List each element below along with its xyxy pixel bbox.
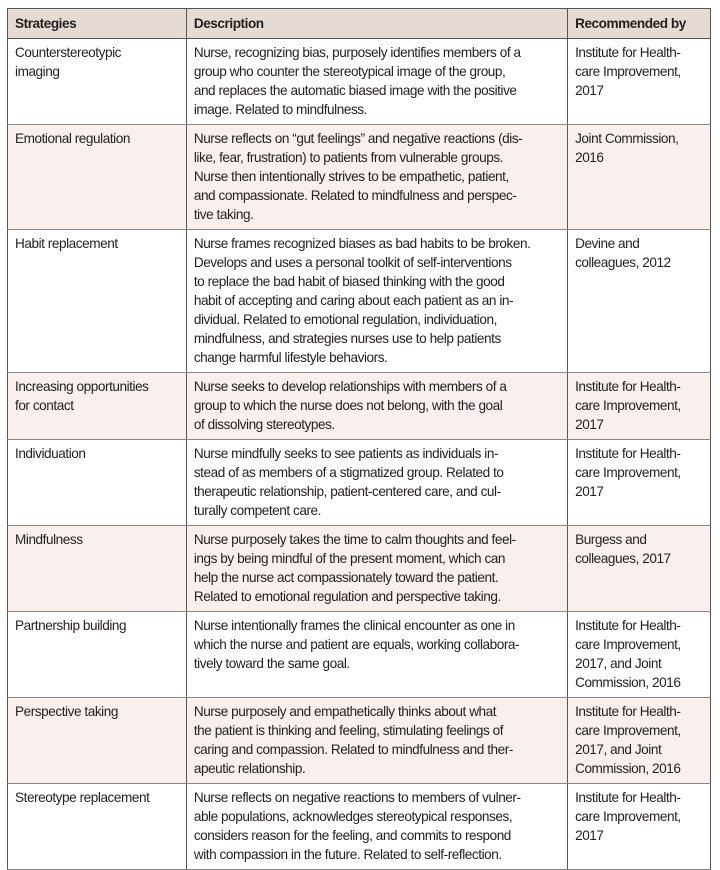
strategy-cell: Stereotype replacement bbox=[8, 784, 187, 870]
table-row bbox=[8, 373, 711, 440]
description-cell: Nurse mindfully seeks to see patients as individuals in- stead of as members of a stigmatized group. Related to therapeutic relationship, patient-centered care, and cul- turally competent care. bbox=[186, 440, 567, 526]
table-row bbox=[8, 784, 711, 870]
strategy-cell: Mindfulness bbox=[8, 526, 187, 612]
description-cell: Nurse purposely takes the time to calm thoughts and feel- ings by being mindful of the present moment, which can help the nurse act compassionately toward the patient. Related to emotional regulation and perspective taking. bbox=[186, 526, 567, 612]
description-cell: Nurse frames recognized biases as bad habits to be broken. Develops and uses a personal toolkit of self-interventions to replace the bad habit of biased thinking with the good habit of accepting and caring about each patient as an in- dividual. Related to emotional regulation, individuation, mindfulness, and strategies nurses use to help patients change harmful lifestyle behaviors. bbox=[186, 230, 567, 373]
recommended-by-cell: Institute for Health- care Improvement, 2017 bbox=[568, 373, 711, 440]
recommended-by-cell: Joint Commission, 2016 bbox=[568, 125, 711, 230]
description-cell: Nurse, recognizing bias, purposely identifies members of a group who counter the stereotypical image of the group, and replaces the automatic biased image with the positive image. Related to mindfulness. bbox=[186, 39, 567, 125]
strategy-cell: Emotional regulation bbox=[8, 125, 187, 230]
recommended-by-cell: Institute for Health- care Improvement, 2017 bbox=[568, 440, 711, 526]
strategy-cell: Counterstereotypic imaging bbox=[8, 39, 187, 125]
strategy-cell: Habit replacement bbox=[8, 230, 187, 373]
recommended-by-cell: Institute for Health- care Improvement, 2017, and Joint Commission, 2016 bbox=[568, 698, 711, 784]
strategies-table bbox=[7, 8, 711, 870]
header-recommended-by: Recommended by bbox=[568, 9, 711, 39]
header-row bbox=[8, 9, 711, 39]
recommended-by-cell: Institute for Health- care Improvement, 2017, and Joint Commission, 2016 bbox=[568, 612, 711, 698]
strategy-cell: Individuation bbox=[8, 440, 187, 526]
strategy-cell: Increasing opportunities for contact bbox=[8, 373, 187, 440]
table-row bbox=[8, 230, 711, 373]
description-cell: Nurse intentionally frames the clinical encounter as one in which the nurse and patient are equals, working collabora- tively toward the same goal. bbox=[186, 612, 567, 698]
table-row bbox=[8, 39, 711, 125]
recommended-by-cell: Burgess and colleagues, 2017 bbox=[568, 526, 711, 612]
description-cell: Nurse seeks to develop relationships with members of a group to which the nurse does not belong, with the goal of dissolving stereotypes. bbox=[186, 373, 567, 440]
recommended-by-cell: Institute for Health- care Improvement, 2017 bbox=[568, 39, 711, 125]
table-row bbox=[8, 612, 711, 698]
description-cell: Nurse reflects on negative reactions to members of vulner- able populations, acknowledges stereotypical responses, considers reason for the feeling, and commits to respond with compassion in the future. Related to self-reflection. bbox=[186, 784, 567, 870]
strategy-cell: Perspective taking bbox=[8, 698, 187, 784]
description-cell: Nurse purposely and empathetically thinks about what the patient is thinking and feeling, stimulating feelings of caring and compassion. Related to mindfulness and ther- apeutic relationship. bbox=[186, 698, 567, 784]
recommended-by-cell: Institute for Health- care Improvement, 2017 bbox=[568, 784, 711, 870]
strategy-cell: Partnership building bbox=[8, 612, 187, 698]
description-cell: Nurse reflects on “gut feelings” and negative reactions (dis- like, fear, frustration) to patients from vulnerable groups. Nurse then intentionally strives to be empathetic, patient, and compassionate. Related to mindfulness and perspec- tive taking. bbox=[186, 125, 567, 230]
table-row bbox=[8, 440, 711, 526]
table-row bbox=[8, 125, 711, 230]
table-row bbox=[8, 526, 711, 612]
recommended-by-cell: Devine and colleagues, 2012 bbox=[568, 230, 711, 373]
header-strategies: Strategies bbox=[8, 9, 187, 39]
table-row bbox=[8, 698, 711, 784]
header-description: Description bbox=[186, 9, 567, 39]
